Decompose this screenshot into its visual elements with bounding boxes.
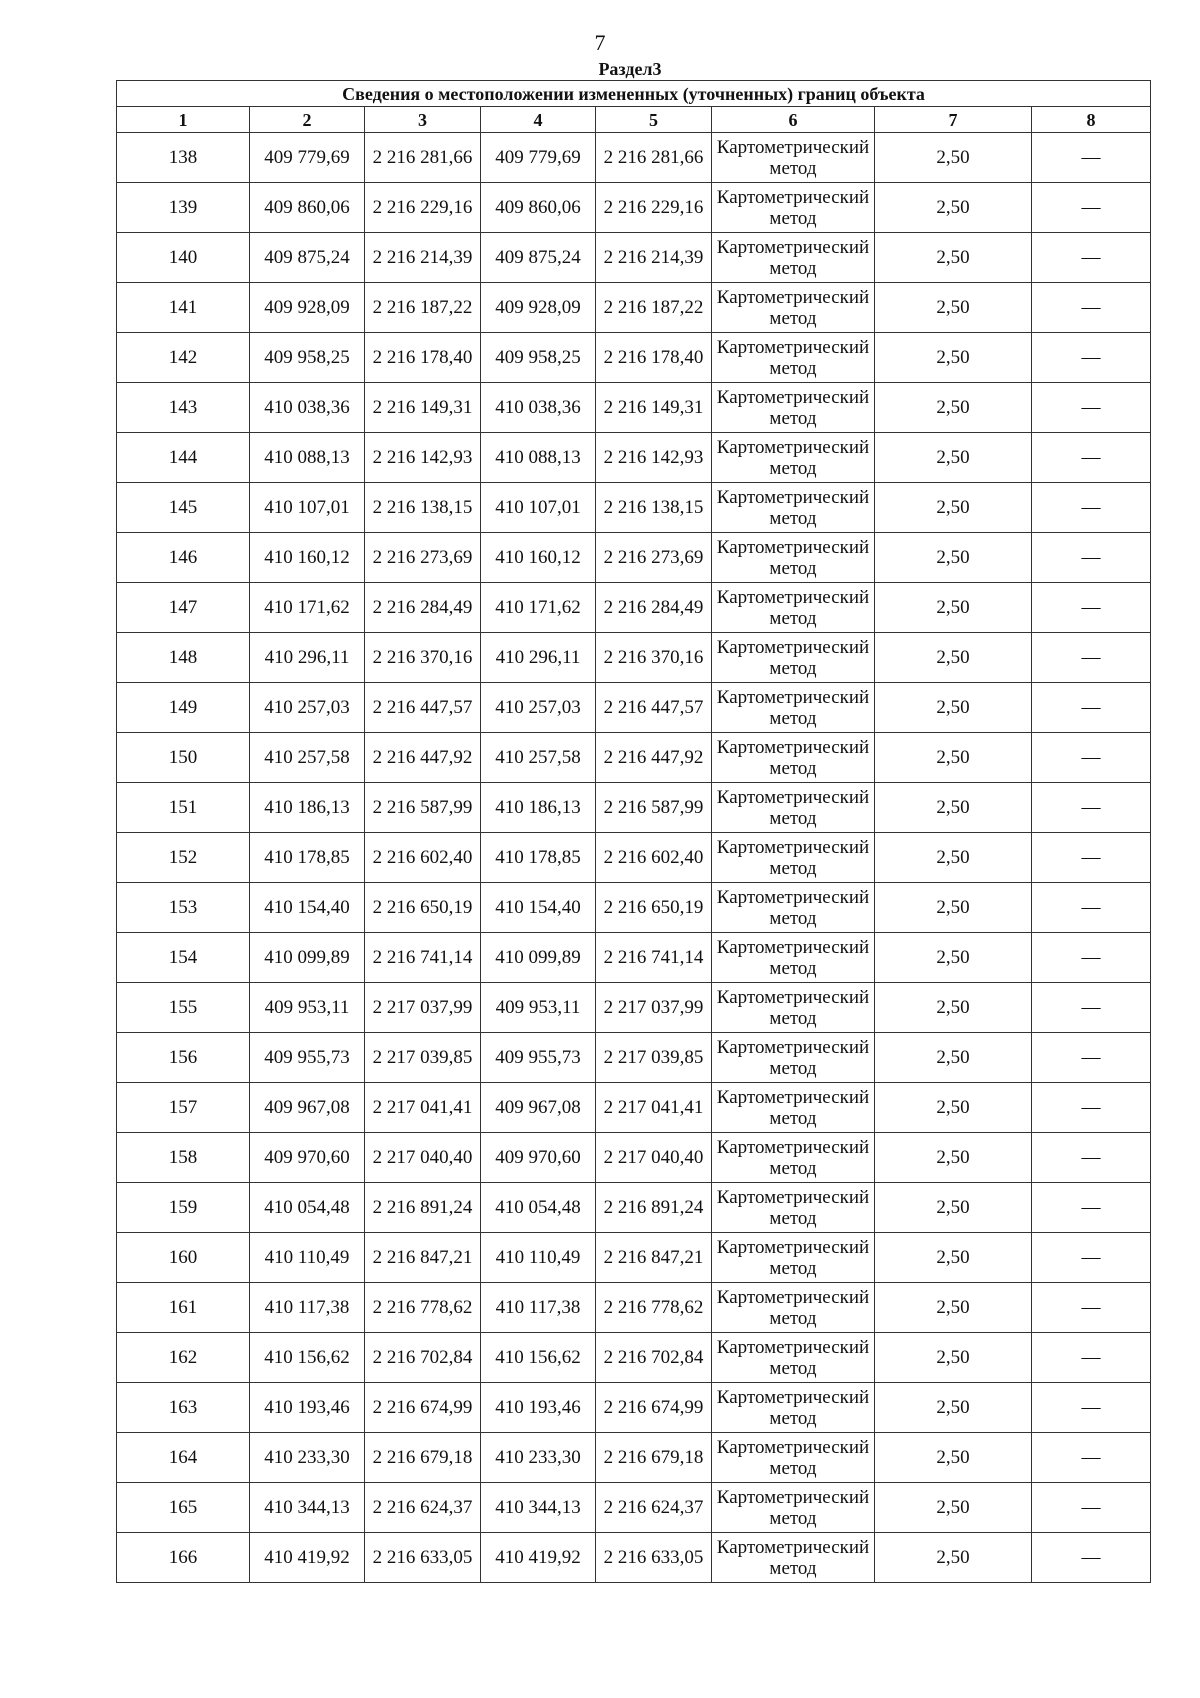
description-cell: — [1032, 1183, 1151, 1233]
refined-x-cell: 409 779,69 [481, 133, 596, 183]
method-cell: Картометрический метод [712, 1433, 875, 1483]
refined-x-cell: 410 233,30 [481, 1433, 596, 1483]
point-number-cell: 145 [117, 483, 250, 533]
table-row [117, 1083, 1151, 1133]
existing-y-cell: 2 217 040,40 [365, 1133, 481, 1183]
table-row [117, 1333, 1151, 1383]
existing-x-cell: 410 110,49 [250, 1233, 365, 1283]
refined-y-cell: 2 216 187,22 [596, 283, 712, 333]
point-number-cell: 150 [117, 733, 250, 783]
accuracy-cell: 2,50 [875, 133, 1032, 183]
table-row [117, 183, 1151, 233]
table-row [117, 283, 1151, 333]
accuracy-cell: 2,50 [875, 1083, 1032, 1133]
refined-y-cell: 2 216 778,62 [596, 1283, 712, 1333]
accuracy-cell: 2,50 [875, 1383, 1032, 1433]
description-cell: — [1032, 683, 1151, 733]
description-cell: — [1032, 1283, 1151, 1333]
point-number-cell: 151 [117, 783, 250, 833]
point-number-cell: 166 [117, 1533, 250, 1583]
description-cell: — [1032, 733, 1151, 783]
table-row [117, 333, 1151, 383]
description-cell: — [1032, 533, 1151, 583]
existing-y-cell: 2 216 602,40 [365, 833, 481, 883]
existing-x-cell: 410 154,40 [250, 883, 365, 933]
description-cell: — [1032, 1133, 1151, 1183]
refined-y-cell: 2 216 624,37 [596, 1483, 712, 1533]
existing-y-cell: 2 216 447,57 [365, 683, 481, 733]
existing-x-cell: 409 970,60 [250, 1133, 365, 1183]
point-number-cell: 155 [117, 983, 250, 1033]
boundary-table [116, 80, 1151, 1583]
existing-x-cell: 410 088,13 [250, 433, 365, 483]
method-cell: Картометрический метод [712, 433, 875, 483]
table-row [117, 1233, 1151, 1283]
existing-x-cell: 410 156,62 [250, 1333, 365, 1383]
method-cell: Картометрический метод [712, 233, 875, 283]
existing-x-cell: 410 344,13 [250, 1483, 365, 1533]
description-cell: — [1032, 433, 1151, 483]
description-cell: — [1032, 483, 1151, 533]
existing-x-cell: 410 419,92 [250, 1533, 365, 1583]
point-number-cell: 157 [117, 1083, 250, 1133]
existing-y-cell: 2 216 674,99 [365, 1383, 481, 1433]
accuracy-cell: 2,50 [875, 283, 1032, 333]
method-cell: Картометрический метод [712, 583, 875, 633]
accuracy-cell: 2,50 [875, 583, 1032, 633]
existing-y-cell: 2 216 650,19 [365, 883, 481, 933]
existing-x-cell: 410 107,01 [250, 483, 365, 533]
description-cell: — [1032, 1533, 1151, 1583]
method-cell: Картометрический метод [712, 933, 875, 983]
point-number-cell: 159 [117, 1183, 250, 1233]
point-number-cell: 163 [117, 1383, 250, 1433]
accuracy-cell: 2,50 [875, 1333, 1032, 1383]
existing-x-cell: 410 160,12 [250, 533, 365, 583]
accuracy-cell: 2,50 [875, 1133, 1032, 1183]
existing-y-cell: 2 216 679,18 [365, 1433, 481, 1483]
existing-y-cell: 2 216 281,66 [365, 133, 481, 183]
refined-x-cell: 410 193,46 [481, 1383, 596, 1433]
table-row [117, 233, 1151, 283]
description-cell: — [1032, 1483, 1151, 1533]
accuracy-cell: 2,50 [875, 183, 1032, 233]
existing-y-cell: 2 216 891,24 [365, 1183, 481, 1233]
table-row [117, 583, 1151, 633]
refined-y-cell: 2 216 679,18 [596, 1433, 712, 1483]
column-number-row [117, 107, 1151, 133]
method-cell: Картометрический метод [712, 283, 875, 333]
description-cell: — [1032, 233, 1151, 283]
method-cell: Картометрический метод [712, 1383, 875, 1433]
point-number-cell: 161 [117, 1283, 250, 1333]
refined-x-cell: 410 344,13 [481, 1483, 596, 1533]
refined-y-cell: 2 216 847,21 [596, 1233, 712, 1283]
existing-y-cell: 2 216 624,37 [365, 1483, 481, 1533]
refined-y-cell: 2 216 702,84 [596, 1333, 712, 1383]
existing-x-cell: 409 967,08 [250, 1083, 365, 1133]
accuracy-cell: 2,50 [875, 883, 1032, 933]
point-number-cell: 139 [117, 183, 250, 233]
method-cell: Картометрический метод [712, 383, 875, 433]
refined-x-cell: 410 186,13 [481, 783, 596, 833]
refined-x-cell: 410 178,85 [481, 833, 596, 883]
existing-x-cell: 409 953,11 [250, 983, 365, 1033]
existing-x-cell: 410 257,58 [250, 733, 365, 783]
refined-x-cell: 409 875,24 [481, 233, 596, 283]
accuracy-cell: 2,50 [875, 1433, 1032, 1483]
table-caption-row [117, 81, 1151, 107]
refined-x-cell: 410 054,48 [481, 1183, 596, 1233]
method-cell: Картометрический метод [712, 833, 875, 883]
refined-y-cell: 2 216 891,24 [596, 1183, 712, 1233]
table-row [117, 1183, 1151, 1233]
table-caption: Сведения о местоположении измененных (уточненных) границ объекта [117, 81, 1151, 107]
accuracy-cell: 2,50 [875, 733, 1032, 783]
existing-y-cell: 2 217 041,41 [365, 1083, 481, 1133]
accuracy-cell: 2,50 [875, 1483, 1032, 1533]
description-cell: — [1032, 1033, 1151, 1083]
table-row [117, 633, 1151, 683]
refined-x-cell: 410 171,62 [481, 583, 596, 633]
description-cell: — [1032, 1333, 1151, 1383]
column-number: 5 [596, 107, 712, 133]
accuracy-cell: 2,50 [875, 833, 1032, 883]
description-cell: — [1032, 333, 1151, 383]
refined-x-cell: 410 156,62 [481, 1333, 596, 1383]
point-number-cell: 149 [117, 683, 250, 733]
point-number-cell: 148 [117, 633, 250, 683]
table-row [117, 133, 1151, 183]
existing-x-cell: 410 193,46 [250, 1383, 365, 1433]
refined-y-cell: 2 216 142,93 [596, 433, 712, 483]
accuracy-cell: 2,50 [875, 333, 1032, 383]
method-cell: Картометрический метод [712, 1033, 875, 1083]
description-cell: — [1032, 283, 1151, 333]
accuracy-cell: 2,50 [875, 483, 1032, 533]
table-row [117, 1283, 1151, 1333]
point-number-cell: 158 [117, 1133, 250, 1183]
point-number-cell: 141 [117, 283, 250, 333]
refined-x-cell: 410 038,36 [481, 383, 596, 433]
point-number-cell: 142 [117, 333, 250, 383]
page-number: 7 [594, 30, 606, 55]
existing-x-cell: 410 186,13 [250, 783, 365, 833]
refined-x-cell: 410 257,03 [481, 683, 596, 733]
refined-y-cell: 2 216 587,99 [596, 783, 712, 833]
refined-y-cell: 2 216 149,31 [596, 383, 712, 433]
existing-y-cell: 2 216 284,49 [365, 583, 481, 633]
refined-x-cell: 410 154,40 [481, 883, 596, 933]
table-row [117, 933, 1151, 983]
existing-y-cell: 2 216 633,05 [365, 1533, 481, 1583]
accuracy-cell: 2,50 [875, 783, 1032, 833]
existing-y-cell: 2 216 447,92 [365, 733, 481, 783]
method-cell: Картометрический метод [712, 1333, 875, 1383]
point-number-cell: 162 [117, 1333, 250, 1383]
method-cell: Картометрический метод [712, 1083, 875, 1133]
table-row [117, 1433, 1151, 1483]
table-row [117, 1133, 1151, 1183]
refined-x-cell: 409 928,09 [481, 283, 596, 333]
accuracy-cell: 2,50 [875, 1233, 1032, 1283]
method-cell: Картометрический метод [712, 1533, 875, 1583]
refined-y-cell: 2 216 214,39 [596, 233, 712, 283]
point-number-cell: 156 [117, 1033, 250, 1083]
boundary-table-body [117, 81, 1151, 1583]
description-cell: — [1032, 1433, 1151, 1483]
method-cell: Картометрический метод [712, 483, 875, 533]
refined-x-cell: 410 099,89 [481, 933, 596, 983]
method-cell: Картометрический метод [712, 683, 875, 733]
existing-y-cell: 2 216 149,31 [365, 383, 481, 433]
accuracy-cell: 2,50 [875, 933, 1032, 983]
refined-y-cell: 2 217 037,99 [596, 983, 712, 1033]
refined-x-cell: 410 117,38 [481, 1283, 596, 1333]
existing-y-cell: 2 216 778,62 [365, 1283, 481, 1333]
table-row [117, 833, 1151, 883]
method-cell: Картометрический метод [712, 533, 875, 583]
refined-y-cell: 2 216 229,16 [596, 183, 712, 233]
method-cell: Картометрический метод [712, 733, 875, 783]
existing-x-cell: 409 860,06 [250, 183, 365, 233]
refined-x-cell: 410 257,58 [481, 733, 596, 783]
description-cell: — [1032, 583, 1151, 633]
column-number: 8 [1032, 107, 1151, 133]
method-cell: Картометрический метод [712, 133, 875, 183]
accuracy-cell: 2,50 [875, 983, 1032, 1033]
existing-y-cell: 2 216 273,69 [365, 533, 481, 583]
table-row [117, 1483, 1151, 1533]
refined-y-cell: 2 216 447,57 [596, 683, 712, 733]
existing-y-cell: 2 216 702,84 [365, 1333, 481, 1383]
existing-y-cell: 2 216 370,16 [365, 633, 481, 683]
refined-x-cell: 409 967,08 [481, 1083, 596, 1133]
column-number: 7 [875, 107, 1032, 133]
method-cell: Картометрический метод [712, 783, 875, 833]
existing-y-cell: 2 216 187,22 [365, 283, 481, 333]
existing-x-cell: 409 955,73 [250, 1033, 365, 1083]
point-number-cell: 146 [117, 533, 250, 583]
description-cell: — [1032, 383, 1151, 433]
existing-y-cell: 2 216 138,15 [365, 483, 481, 533]
table-row [117, 433, 1151, 483]
point-number-cell: 160 [117, 1233, 250, 1283]
description-cell: — [1032, 783, 1151, 833]
existing-x-cell: 410 038,36 [250, 383, 365, 433]
existing-y-cell: 2 217 039,85 [365, 1033, 481, 1083]
table-row [117, 733, 1151, 783]
existing-x-cell: 409 875,24 [250, 233, 365, 283]
existing-y-cell: 2 216 214,39 [365, 233, 481, 283]
refined-x-cell: 410 296,11 [481, 633, 596, 683]
accuracy-cell: 2,50 [875, 1533, 1032, 1583]
description-cell: — [1032, 1233, 1151, 1283]
method-cell: Картометрический метод [712, 1133, 875, 1183]
existing-x-cell: 410 178,85 [250, 833, 365, 883]
description-cell: — [1032, 1083, 1151, 1133]
existing-y-cell: 2 216 142,93 [365, 433, 481, 483]
point-number-cell: 147 [117, 583, 250, 633]
accuracy-cell: 2,50 [875, 1033, 1032, 1083]
description-cell: — [1032, 983, 1151, 1033]
accuracy-cell: 2,50 [875, 1183, 1032, 1233]
accuracy-cell: 2,50 [875, 1283, 1032, 1333]
existing-x-cell: 409 779,69 [250, 133, 365, 183]
refined-y-cell: 2 217 040,40 [596, 1133, 712, 1183]
method-cell: Картометрический метод [712, 183, 875, 233]
description-cell: — [1032, 183, 1151, 233]
existing-y-cell: 2 217 037,99 [365, 983, 481, 1033]
description-cell: — [1032, 833, 1151, 883]
column-number: 2 [250, 107, 365, 133]
existing-x-cell: 410 099,89 [250, 933, 365, 983]
refined-y-cell: 2 216 138,15 [596, 483, 712, 533]
method-cell: Картометрический метод [712, 1233, 875, 1283]
method-cell: Картометрический метод [712, 333, 875, 383]
point-number-cell: 140 [117, 233, 250, 283]
existing-y-cell: 2 216 178,40 [365, 333, 481, 383]
refined-y-cell: 2 217 041,41 [596, 1083, 712, 1133]
refined-y-cell: 2 216 178,40 [596, 333, 712, 383]
table-row [117, 683, 1151, 733]
existing-y-cell: 2 216 229,16 [365, 183, 481, 233]
refined-x-cell: 409 860,06 [481, 183, 596, 233]
refined-x-cell: 409 955,73 [481, 1033, 596, 1083]
existing-y-cell: 2 216 741,14 [365, 933, 481, 983]
refined-x-cell: 409 958,25 [481, 333, 596, 383]
existing-x-cell: 410 257,03 [250, 683, 365, 733]
refined-x-cell: 409 953,11 [481, 983, 596, 1033]
refined-x-cell: 410 110,49 [481, 1233, 596, 1283]
refined-x-cell: 410 088,13 [481, 433, 596, 483]
table-row [117, 783, 1151, 833]
accuracy-cell: 2,50 [875, 383, 1032, 433]
point-number-cell: 144 [117, 433, 250, 483]
description-cell: — [1032, 133, 1151, 183]
accuracy-cell: 2,50 [875, 433, 1032, 483]
existing-x-cell: 410 117,38 [250, 1283, 365, 1333]
table-row [117, 533, 1151, 583]
refined-y-cell: 2 216 284,49 [596, 583, 712, 633]
existing-x-cell: 409 958,25 [250, 333, 365, 383]
table-row [117, 483, 1151, 533]
accuracy-cell: 2,50 [875, 683, 1032, 733]
existing-x-cell: 409 928,09 [250, 283, 365, 333]
method-cell: Картометрический метод [712, 633, 875, 683]
existing-x-cell: 410 171,62 [250, 583, 365, 633]
table-row [117, 1383, 1151, 1433]
existing-x-cell: 410 296,11 [250, 633, 365, 683]
column-number: 6 [712, 107, 875, 133]
refined-x-cell: 410 107,01 [481, 483, 596, 533]
method-cell: Картометрический метод [712, 883, 875, 933]
point-number-cell: 153 [117, 883, 250, 933]
existing-y-cell: 2 216 587,99 [365, 783, 481, 833]
refined-x-cell: 410 160,12 [481, 533, 596, 583]
point-number-cell: 138 [117, 133, 250, 183]
method-cell: Картометрический метод [712, 1183, 875, 1233]
column-number: 1 [117, 107, 250, 133]
refined-y-cell: 2 216 674,99 [596, 1383, 712, 1433]
accuracy-cell: 2,50 [875, 233, 1032, 283]
table-row [117, 383, 1151, 433]
refined-y-cell: 2 217 039,85 [596, 1033, 712, 1083]
existing-y-cell: 2 216 847,21 [365, 1233, 481, 1283]
refined-y-cell: 2 216 650,19 [596, 883, 712, 933]
refined-y-cell: 2 216 281,66 [596, 133, 712, 183]
refined-y-cell: 2 216 447,92 [596, 733, 712, 783]
existing-x-cell: 410 054,48 [250, 1183, 365, 1233]
accuracy-cell: 2,50 [875, 533, 1032, 583]
method-cell: Картометрический метод [712, 1483, 875, 1533]
description-cell: — [1032, 1383, 1151, 1433]
point-number-cell: 152 [117, 833, 250, 883]
existing-x-cell: 410 233,30 [250, 1433, 365, 1483]
table-row [117, 1533, 1151, 1583]
description-cell: — [1032, 883, 1151, 933]
method-cell: Картометрический метод [712, 983, 875, 1033]
column-number: 3 [365, 107, 481, 133]
table-row [117, 883, 1151, 933]
refined-x-cell: 410 419,92 [481, 1533, 596, 1583]
section-title: Раздел3 [598, 59, 662, 79]
refined-y-cell: 2 216 370,16 [596, 633, 712, 683]
point-number-cell: 164 [117, 1433, 250, 1483]
description-cell: — [1032, 633, 1151, 683]
column-number: 4 [481, 107, 596, 133]
accuracy-cell: 2,50 [875, 633, 1032, 683]
point-number-cell: 154 [117, 933, 250, 983]
refined-y-cell: 2 216 633,05 [596, 1533, 712, 1583]
method-cell: Картометрический метод [712, 1283, 875, 1333]
refined-y-cell: 2 216 273,69 [596, 533, 712, 583]
refined-x-cell: 409 970,60 [481, 1133, 596, 1183]
point-number-cell: 143 [117, 383, 250, 433]
table-row [117, 983, 1151, 1033]
refined-y-cell: 2 216 602,40 [596, 833, 712, 883]
table-row [117, 1033, 1151, 1083]
refined-y-cell: 2 216 741,14 [596, 933, 712, 983]
point-number-cell: 165 [117, 1483, 250, 1533]
description-cell: — [1032, 933, 1151, 983]
